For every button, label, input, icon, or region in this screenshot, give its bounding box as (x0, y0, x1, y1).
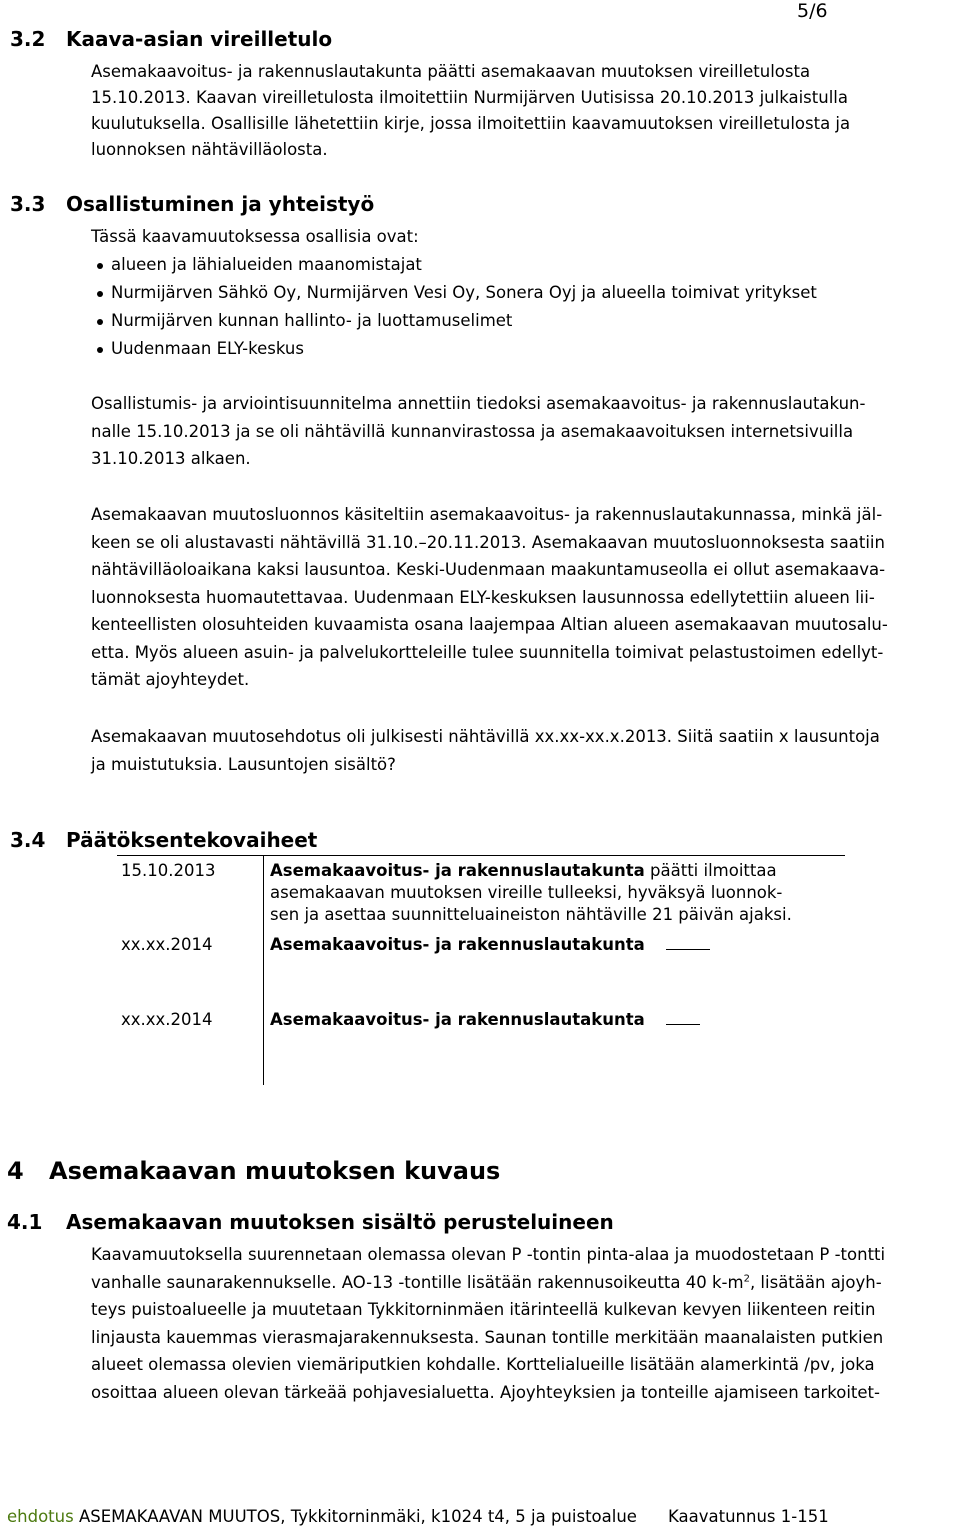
list-item: Nurmijärven Sähkö Oy, Nurmijärven Vesi Oy, Sonera Oyj ja alueella toimivat yritykset (97, 279, 957, 307)
decision-date: xx.xx.2014 (121, 1010, 213, 1029)
list-item: alueen ja lähialueiden maanomistajat (97, 251, 957, 279)
text-line: ja muistutuksia. Lausuntojen sisältö? (91, 754, 396, 774)
participants-list (97, 251, 957, 363)
decision-text (270, 934, 710, 956)
table-rule (117, 855, 845, 856)
section-4-1-heading (7, 1210, 614, 1234)
text-line: teys puistoalueelle ja muutetaan Tykkitorninmäen itärinteellä kulkevan kevyen liikenteen reitin (91, 1300, 876, 1319)
footer-title: ASEMAKAAVAN MUUTOS, Tykkitorninmäki, k1024 t4, 5 ja puistoalue (73, 1507, 637, 1526)
decision-body: Asemakaavoitus- ja rakennuslautakunta (270, 1010, 645, 1029)
text-line: 15.10.2013. Kaavan vireilletulosta ilmoitettiin Nurmijärven Uutisissa 20.10.2013 julkaistulla (91, 88, 848, 107)
section-title: Asemakaavan muutoksen kuvaus (49, 1157, 501, 1185)
plan-code: Kaavatunnus 1-151 (668, 1507, 829, 1526)
draft-label: ehdotus (7, 1507, 74, 1526)
text-line: tämät ajoyhteydet. (91, 670, 250, 689)
blank-line (666, 1010, 700, 1025)
section-3-4-heading (10, 828, 317, 852)
text-line: luonnoksen nähtävilläolosta. (91, 140, 328, 159)
text-line: Osallistumis- ja arviointisuunnitelma annettiin tiedoksi asemakaavoitus- ja rakennuslautakun- (91, 394, 866, 413)
section-number: 3.3 (10, 192, 46, 216)
section-number: 4 (7, 1157, 24, 1185)
text-line: Asemakaavoitus- ja rakennuslautakunta päätti asemakaavan muutoksen vireilletulosta (91, 62, 811, 81)
text-line: Asemakaavan muutosluonnos käsiteltiin asemakaavoitus- ja rakennuslautakunnassa, minkä jäl- (91, 505, 883, 524)
text-line: nalle 15.10.2013 ja se oli nähtävillä kunnanvirastossa ja asemakaavoituksen internetsivuilla (91, 421, 854, 441)
section-title: Asemakaavan muutoksen sisältö perusteluineen (66, 1210, 614, 1234)
section-title: Kaava-asian vireilletulo (66, 27, 333, 51)
bullet-icon (97, 347, 103, 353)
section-4-1-paragraph (91, 1241, 959, 1406)
decision-text: Asemakaavoitus- ja rakennuslautakunta päätti ilmoittaa asemakaavan muutoksen vireille tulleeksi, hyväksyä luonnok- sen ja asettaa suunnitteluaineiston nähtäville 21 päivän ajaksi. (270, 861, 792, 924)
text-line: kuulutuksella. Osallisille lähetettiin kirje, jossa ilmoitettiin kaavamuutoksen vireilletulosta ja (91, 114, 851, 133)
text-line: nähtävilläoloaikana kaksi lausuntoa. Keski-Uudenmaan maakuntamuseolla ei ollut asemakaava- (91, 560, 886, 579)
page-footer (7, 1507, 637, 1526)
decision-date: 15.10.2013 (121, 861, 216, 880)
list-item: Uudenmaan ELY-keskus (97, 335, 957, 363)
decision-text (270, 1009, 700, 1031)
text-line: Asemakaavan muutosehdotus oli julkisesti nähtävillä xx.xx-xx.x.2013. Siitä saatiin x lausuntoja (91, 727, 880, 746)
page-number: 5/6 (797, 0, 828, 22)
decision-body: Asemakaavoitus- ja rakennuslautakunta (270, 935, 645, 954)
text-line: kenteellisten olosuhteiden kuvaamista osana laajempaa Altian alueen asemakaavan muutosalu- (91, 615, 888, 634)
text-line: 31.10.2013 alkaen. (91, 449, 251, 468)
bullet-icon (97, 291, 103, 297)
section-3-2-heading (10, 27, 332, 51)
text-line: osoittaa alueen olevan tärkeää pohjavesialuetta. Ajoyhteyksien ja tonteille ajamiseen tarkoitet- (91, 1382, 880, 1402)
bullet-icon (97, 263, 103, 269)
section-3-3-heading (10, 192, 374, 216)
text-line: vanhalle saunarakennukselle. AO-13 -tontille lisätään rakennusoikeutta 40 $k-m^2$, lisätään ajoyh- (91, 1272, 882, 1292)
section-number: 3.2 (10, 27, 46, 51)
blank-line (666, 935, 710, 950)
table-divider (263, 855, 264, 1085)
text-line: luonnoksesta huomautettavaa. Uudenmaan ELY-keskuksen lausunnossa edellytettiin alueen lii- (91, 587, 875, 607)
section-4-heading (7, 1157, 500, 1185)
section-number: 3.4 (10, 828, 46, 852)
section-3-3-paragraph-1 (91, 390, 959, 473)
text-line: Kaavamuutoksella suurennetaan olemassa olevan P -tontin pinta-alaa ja muodostetaan P -tontti (91, 1245, 886, 1264)
text-line: alueet olemassa olevien viemäriputkien kohdalle. Korttelialueille lisätään alamerkintä /pv, joka (91, 1355, 875, 1374)
decision-body: Asemakaavoitus- ja rakennuslautakunta (270, 861, 645, 880)
section-3-3-paragraph-3 (91, 723, 959, 778)
bullet-icon (97, 319, 103, 325)
list-item: Nurmijärven kunnan hallinto- ja luottamuselimet (97, 307, 957, 335)
section-3-2-paragraph (91, 59, 959, 163)
section-3-3-paragraph-2 (91, 501, 959, 694)
section-number: 4.1 (7, 1210, 43, 1234)
section-title: Osallistuminen ja yhteistyö (66, 192, 375, 216)
participants-intro: Tässä kaavamuutoksessa osallisia ovat: (91, 227, 419, 246)
text-line: linjausta kauemmas vierasmajarakennuksesta. Saunan tontille merkitään maanalaisten putkien (91, 1327, 884, 1347)
decision-date: xx.xx.2014 (121, 935, 213, 954)
section-title: Päätöksentekovaiheet (66, 828, 318, 852)
text-line: keen se oli alustavasti nähtävillä 31.10.–20.11.2013. Asemakaavan muutosluonnoksesta saatiin (91, 532, 885, 552)
text-line: etta. Myös alueen asuin- ja palvelukortteleille tulee suunnitella toimivat pelastustoimen edellyt- (91, 642, 884, 662)
